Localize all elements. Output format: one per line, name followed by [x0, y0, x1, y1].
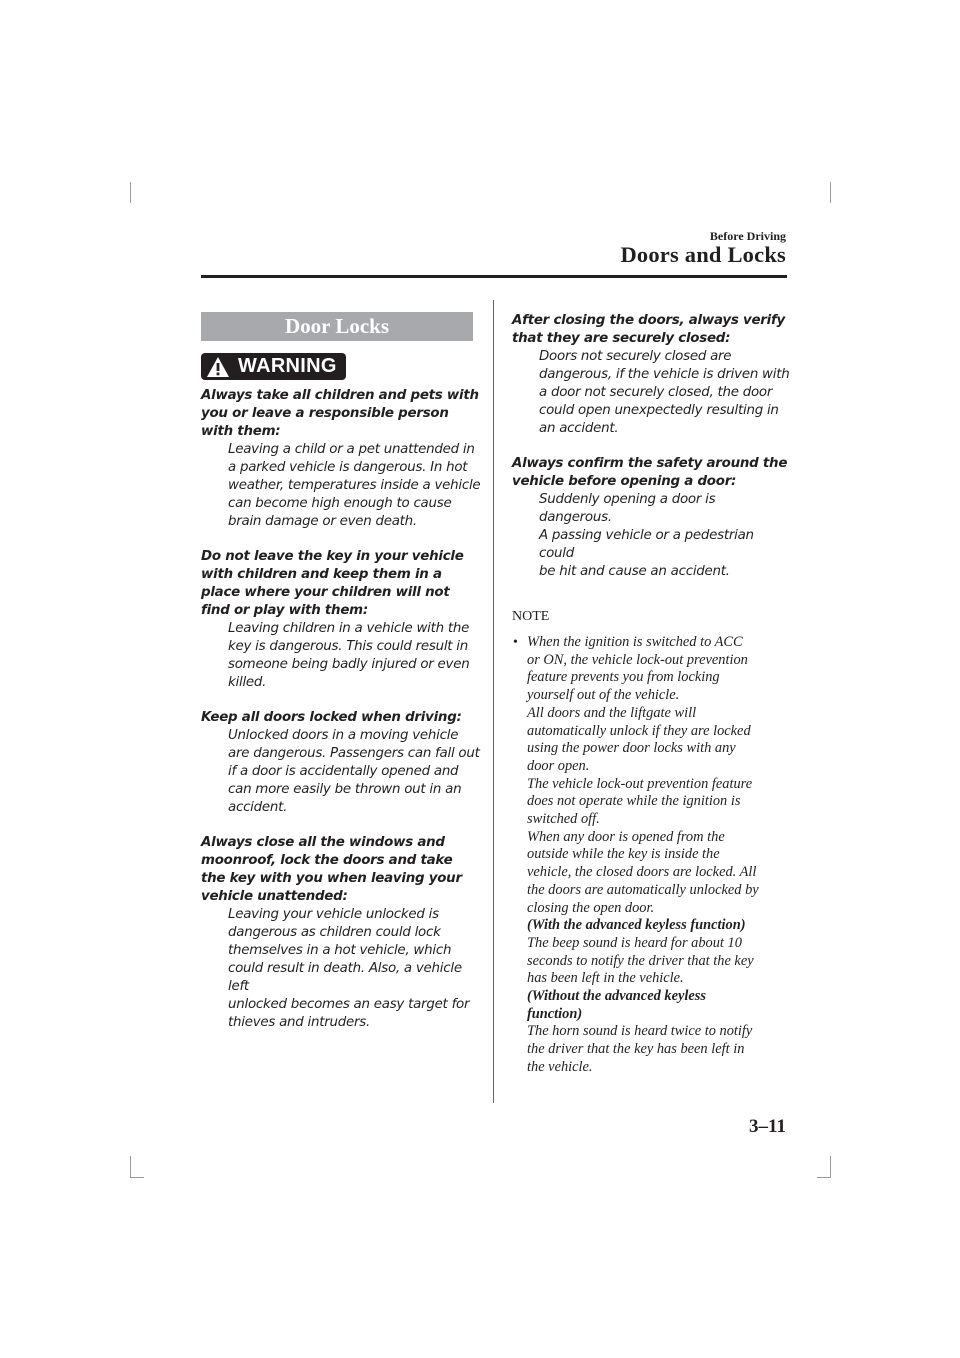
note-line: When the ignition is switched to ACC [527, 634, 743, 650]
crop-mark [830, 1156, 831, 1178]
warning-item-body: Unlocked doors in a moving vehicle are dangerous. Passengers can fall out if a door is accidentally opened and can more easily be thrown out in an accident. [228, 728, 480, 815]
note-line: using the power door locks with any [527, 740, 736, 757]
warning-item-body: Leaving a child or a pet unattended in a parked vehicle is dangerous. In hot weather, temperatures inside a vehicle can become high enough to cause brain damage or even death. [228, 442, 481, 529]
warning-item-body: Leaving children in a vehicle with the key is dangerous. This could result in someone being badly injured or even killed. [228, 621, 470, 690]
crop-mark [130, 1156, 131, 1178]
note-line: feature prevents you from locking [527, 669, 720, 686]
note-bullet-item [512, 634, 790, 1077]
right-column [512, 312, 790, 1077]
column-divider [493, 300, 494, 1103]
note-line: the vehicle. [527, 1058, 593, 1075]
warning-item [201, 387, 481, 531]
note-line: (Without the advanced keyless [527, 988, 706, 1005]
note-line: has been left in the vehicle. [527, 970, 684, 987]
note-line: or ON, the vehicle lock-out prevention [527, 651, 748, 668]
warning-item-title: Always confirm the safety around the vehicle before opening a door: [512, 456, 788, 489]
note-heading: NOTE [512, 609, 550, 624]
note-line: the doors are automatically unlocked by [527, 881, 759, 898]
note-line: yourself out of the vehicle. [527, 687, 680, 704]
header-rule [201, 275, 787, 278]
warning-item-body: Suddenly opening a door is dangerous. A passing vehicle or a pedestrian could be hit and cause an accident. [539, 492, 754, 579]
warning-triangle-icon [206, 356, 230, 378]
warning-item-title: Always close all the windows and moonroof, lock the doors and take the key with you when leaving your vehicle unattended: [201, 835, 462, 904]
warning-item [512, 312, 790, 438]
bullet-icon: • [513, 635, 518, 650]
crop-mark [130, 1177, 144, 1178]
warning-item [201, 834, 481, 1032]
note-line: function) [527, 1005, 583, 1022]
note-line: The beep sound is heard for about 10 [527, 934, 742, 951]
warning-item-title: After closing the doors, always verify that they are securely closed: [512, 313, 786, 346]
section-heading: Door Locks [201, 312, 473, 341]
note-line: When any door is opened from the [527, 828, 725, 845]
crop-mark [830, 182, 831, 203]
note-list [512, 634, 790, 1077]
header-section: Before Driving [709, 229, 786, 243]
note-line: All doors and the liftgate will [527, 704, 697, 721]
note-line: switched off. [527, 811, 600, 828]
note-line: does not operate while the ignition is [527, 793, 741, 810]
warning-item-title: Do not leave the key in your vehicle with children and keep them in a place where your children will not find or play with them: [201, 549, 464, 618]
note-line: seconds to notify the driver that the key [527, 952, 754, 969]
note-text [527, 634, 790, 1077]
warning-item [201, 709, 481, 817]
note-line: the driver that the key has been left in [527, 1041, 745, 1058]
warning-item-title: Keep all doors locked when driving: [201, 710, 462, 725]
note-line: The horn sound is heard twice to notify [527, 1023, 753, 1040]
page-number: 3–11 [749, 1116, 786, 1137]
warning-badge [201, 353, 346, 380]
crop-mark [130, 182, 131, 203]
left-column [201, 387, 481, 1049]
crop-mark [817, 1177, 831, 1178]
warning-item [512, 455, 790, 581]
warning-label: WARNING [238, 355, 337, 377]
header-title: Doors and Locks [620, 242, 786, 267]
note-line: vehicle, the closed doors are locked. All [527, 864, 757, 881]
warning-item [201, 548, 481, 692]
note-line: outside while the key is inside the [527, 846, 720, 863]
note-line: door open. [527, 757, 590, 774]
note-line: The vehicle lock-out prevention feature [527, 775, 753, 792]
warning-item-body: Leaving your vehicle unlocked is dangerous as children could lock themselves in a hot vehicle, which could result in death. Also, a vehicle left unlocked becomes an easy target for thieves and intruders. [228, 907, 470, 1030]
note-line: (With the advanced keyless function) [527, 917, 746, 934]
warning-item-body: Doors not securely closed are dangerous, if the vehicle is driven with a door not securely closed, the door could open unexpectedly resulting in an accident. [539, 349, 790, 436]
warning-item-title: Always take all children and pets with you or leave a responsible person with them: [201, 388, 479, 439]
note-line: automatically unlock if they are locked [527, 722, 751, 739]
note-line: closing the open door. [527, 899, 655, 916]
